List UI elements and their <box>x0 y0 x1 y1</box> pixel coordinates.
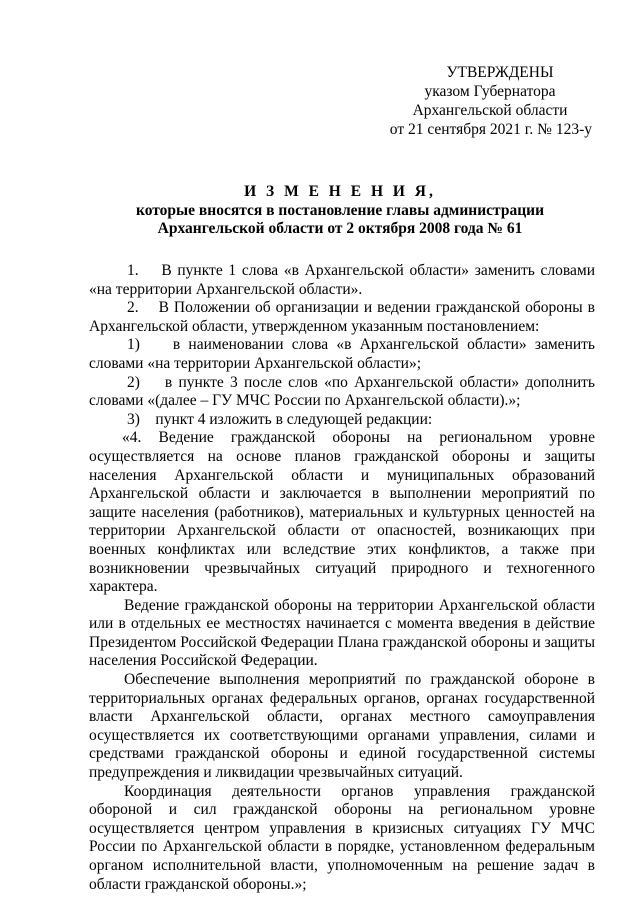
approval-region: Архангельской области <box>412 102 568 119</box>
paragraph-1: 1. В пункте 1 слова «в Архангельской области» заменить словами «на территории Архангельской области». <box>89 262 595 298</box>
title-subheading-2: Архангельской области от 2 октября 2008 года № 61 <box>157 220 523 237</box>
document-body <box>89 262 595 894</box>
paragraph-2-2: 2) в пункте 3 после слов «по Архангельской области» дополнить словами «(далее – ГУ МЧС России по Архангельской области).»; <box>89 373 595 410</box>
approval-heading: УТВЕРЖДЕНЫ <box>446 64 554 81</box>
document-title <box>60 183 620 239</box>
paragraph-2-1: 1) в наименовании слова «в Архангельской области» заменить словами «на территории Архангельской области»; <box>89 336 595 372</box>
paragraph-2-3: 3) пункт 4 изложить в следующей редакции: <box>127 410 433 428</box>
approval-date: от 21 сентября 2021 г. № 123-у <box>389 121 592 138</box>
approval-stamp <box>380 63 600 139</box>
paragraph-2: 2. В Положении об организации и ведении гражданской обороны в Архангельской области, утвержденном указанным постановлением: <box>89 299 595 335</box>
paragraph-quote-4: Координация деятельности органов управления гражданской обороной и сил гражданской обороны на региональном уровне осуществляется центром управления в кризисных ситуациях ГУ МЧС России по Архангельской области в порядке, установленном федеральным органом исполнительной власти, уполномоченным на решение задач в области гражданской обороны.»; <box>89 782 595 893</box>
paragraph-quote-1: «4. Ведение гражданской обороны на региональном уровне осуществляется на основе планов гражданской обороны и защиты населения Архангельской области и муниципальных образований Архангельской области и заключается в выполнении мероприятий по защите населения (работников), материальных и культурных ценностей на территории Архангельской области от опасностей, возникающих при военных конфликтах или вследствие этих конфликтов, а также при возникновении чрезвычайных ситуаций природного и техногенного характера. <box>89 429 595 596</box>
title-subheading: которые вносятся в постановление главы администрации <box>135 201 544 219</box>
title-heading: И З М Е Н Е Н И Я, <box>244 183 436 200</box>
paragraph-quote-2: Ведение гражданской обороны на территории Архангельской области или в отдельных ее местностях начинается с момента введения в действие Президентом Российской Федерации Плана гражданской обороны и защиты населения Российской Федерации. <box>89 596 595 670</box>
paragraph-quote-3: Обеспечение выполнения мероприятий по гражданской обороне в территориальных органах федеральных органов, органах государственной власти Архангельской области, органах местного самоуправления осуществляется их соответствующими органами управления, силами и средствами гражданской обороны и единой государственной системы предупреждения и ликвидации чрезвычайных ситуаций. <box>89 671 595 782</box>
approval-authority: указом Губернатора <box>424 83 556 100</box>
